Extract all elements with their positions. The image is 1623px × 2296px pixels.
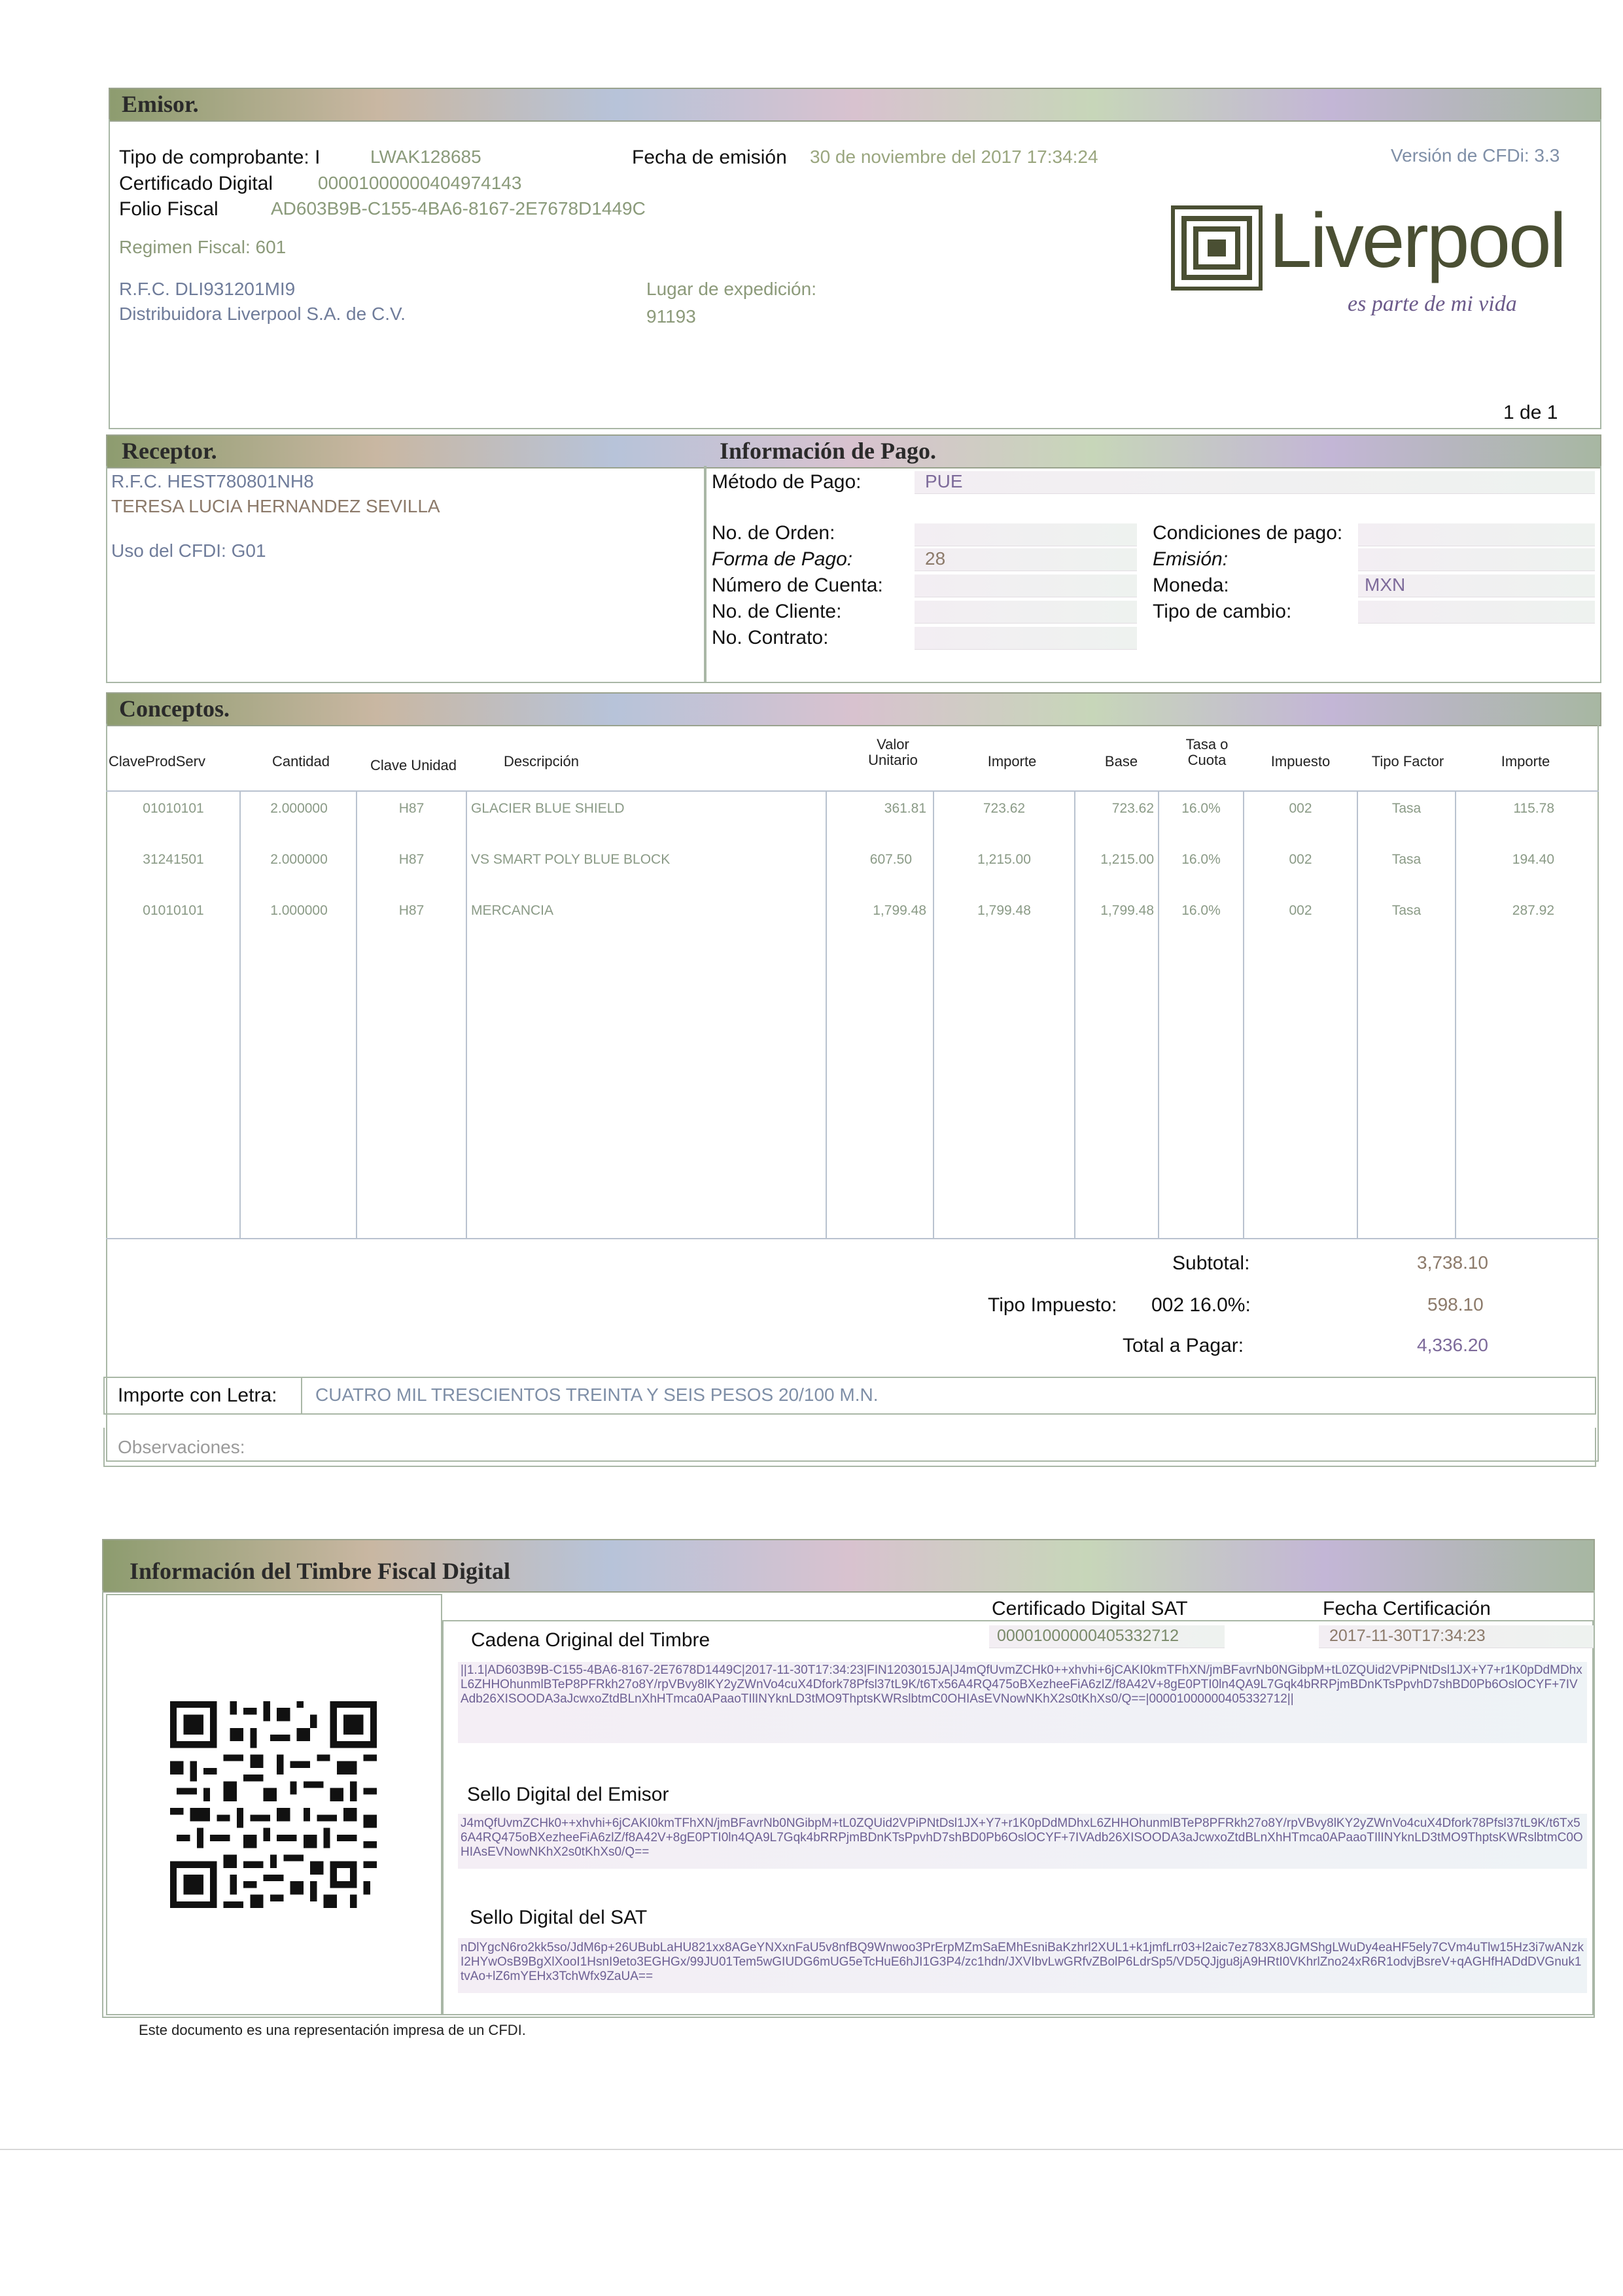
cell-claveprodserv: 31241501 — [143, 852, 204, 867]
metodo-pago-value: PUE — [925, 471, 963, 491]
metodo-pago-field — [915, 471, 1595, 494]
certificado-label: Certificado Digital — [119, 173, 273, 194]
total-value: 4,336.20 — [1417, 1335, 1488, 1355]
col-header-importe-impuesto: Importe — [1501, 753, 1550, 769]
col-header-cantidad: Cantidad — [271, 753, 330, 769]
cell-base: 1,215.00 — [1100, 852, 1154, 867]
col-header-importe: Importe — [987, 753, 1037, 769]
cuenta-label: Número de Cuenta: — [712, 574, 883, 596]
subtotal-label: Subtotal: — [1172, 1252, 1250, 1274]
cell-importe-impuesto: 115.78 — [1513, 801, 1554, 816]
condiciones-field — [1358, 523, 1595, 546]
sello-emisor-value: J4mQfUvmZCHk0++xhvhi+6jCAKI0kmTFhXN/jmBFavrNb0NGibpM+tL0ZQUid2VPiPNtDsl1JX+Y7+r1K0pDdMDhxL6ZHHOhunmlBTeP8PFRkh27o8Y/rpVBvy8lKY2yZWnVo4cuX4Dfork78Pfsl37tL9K/t6Tx56A4RQ475oBXezheeFiA6zlZ/f8A42V+8gE0PTI0ln4QA9L7Gqk4bRRPjmBDnKTsPpvhD7shBD0Pb6OslOCYF+7IVAdb26XISOODA3aJcwxoZtdBLnXhHTmca0APaaoTIlINYknLD3tMO9ThptsKWRslbtmC0OHIAsEVNowNKhX2s0tKhXs0/Q== — [461, 1816, 1583, 1859]
observaciones-box — [103, 1428, 1596, 1467]
cell-base: 723.62 — [1111, 801, 1154, 816]
cell-importe-impuesto: 287.92 — [1512, 903, 1554, 918]
liverpool-logo — [1171, 198, 1590, 326]
moneda-label: Moneda: — [1153, 574, 1229, 596]
observaciones-label: Observaciones: — [118, 1437, 245, 1457]
version-cfdi: Versión de CFDi: 3.3 — [1391, 145, 1560, 166]
footer-note: Este documento es una representación impresa de un CFDI. — [139, 2022, 526, 2038]
cell-descripcion: GLACIER BLUE SHIELD — [471, 801, 625, 816]
tipo-cambio-label: Tipo de cambio: — [1153, 601, 1292, 622]
certificado-value: 00001000000404974143 — [318, 173, 522, 193]
lugar-expedicion-label: Lugar de expedición: — [646, 279, 816, 299]
cell-tasa: 16.0% — [1181, 801, 1221, 816]
cell-tasa: 16.0% — [1181, 852, 1221, 867]
emisor-rfc: R.F.C. DLI931201MI9 — [119, 279, 296, 299]
cell-impuesto: 002 — [1289, 903, 1312, 918]
cell-tasa: 16.0% — [1181, 903, 1221, 918]
page-indicator: 1 de 1 — [1503, 402, 1558, 423]
emisor-razon-social: Distribuidora Liverpool S.A. de C.V. — [119, 304, 406, 324]
cell-valor-unitario: 361.81 — [884, 801, 926, 816]
cell-importe: 1,799.48 — [977, 903, 1031, 918]
forma-pago-value: 28 — [925, 548, 946, 569]
fecha-cert-label: Fecha Certificación — [1323, 1598, 1491, 1619]
liverpool-logo-mark — [1171, 205, 1263, 291]
col-header-clave-unidad: Clave Unidad — [370, 757, 457, 773]
emisor-section-title: Emisor. — [122, 91, 199, 117]
emisor-header-bar — [109, 88, 1601, 122]
emision-field — [1358, 548, 1595, 571]
pago-section-title: Información de Pago. — [720, 438, 936, 464]
contrato-field — [915, 627, 1137, 650]
total-label: Total a Pagar: — [1123, 1335, 1244, 1356]
cell-claveprodserv: 01010101 — [143, 801, 204, 816]
receptor-nombre: TERESA LUCIA HERNANDEZ SEVILLA — [111, 496, 440, 516]
moneda-value: MXN — [1365, 574, 1406, 595]
cell-descripcion: MERCANCIA — [471, 903, 554, 918]
col-header-claveprodserv: ClaveProdServ — [109, 753, 205, 769]
tipo-impuesto-label: Tipo Impuesto: — [988, 1294, 1117, 1316]
cell-descripcion: VS SMART POLY BLUE BLOCK — [471, 852, 671, 867]
metodo-pago-label: Método de Pago: — [712, 471, 862, 493]
sello-emisor-label: Sello Digital del Emisor — [467, 1784, 669, 1805]
scan-edge-line — [0, 2149, 1623, 2150]
emision-label: Emisión: — [1153, 548, 1229, 570]
importe-letra-value: CUATRO MIL TRESCIENTOS TREINTA Y SEIS PESOS 20/100 M.N. — [315, 1385, 879, 1405]
fecha-cert-value: 2017-11-30T17:34:23 — [1329, 1627, 1486, 1645]
cell-importe: 1,215.00 — [977, 852, 1031, 867]
tipo-comprobante-value: LWAK128685 — [370, 147, 481, 167]
cell-tipo-factor: Tasa — [1391, 903, 1422, 918]
liverpool-tagline: es parte de mi vida — [1348, 292, 1517, 316]
cliente-label: No. de Cliente: — [712, 601, 842, 622]
cell-importe-impuesto: 194.40 — [1512, 852, 1554, 867]
cell-tipo-factor: Tasa — [1391, 852, 1422, 867]
sello-sat-label: Sello Digital del SAT — [470, 1907, 648, 1928]
cell-cantidad: 2.000000 — [270, 852, 328, 867]
col-header-descripcion: Descripción — [504, 753, 579, 769]
col-line — [239, 790, 241, 1238]
cell-valor-unitario: 607.50 — [869, 852, 912, 867]
condiciones-label: Condiciones de pago: — [1153, 522, 1343, 544]
impuesto-value: 598.10 — [1427, 1294, 1484, 1315]
orden-field — [915, 523, 1137, 546]
cell-impuesto: 002 — [1289, 852, 1312, 867]
conceptos-header-divider — [106, 790, 1599, 792]
cadena-original-value: ||1.1|AD603B9B-C155-4BA6-8167-2E7678D1449C|2017-11-30T17:34:23|FIN1203015JA|J4mQfUvmZCHk0++xhvhi+6jCAKI0kmTFhXN/jmBFavrNb0NGibpM+tL0ZQUid2VPiPNtDsl1JX+Y7+r1K0pDdMDhxL6ZHHOhunmlBTeP8PFRkh27o8Y/rpVBvy8lKY2yZWnVo4cuX4Dfork78Pfsl37tL9K/t6Tx56A4RQ475oBXezheeFiA6zlZ/f8A42V+8gE0PTI0ln4QA9L7Gqk4bRRPjmBDnKTsPpvhD7shBD0Pb6OslOCYF+7IVAdb26XISOODA3aJcwxoZtdBLnXhHTmca0APaaoTIlINYknLD3tMO9ThptsKWRslbtmC0OHIAsEVNowNKhX2s0tKhXs0/Q==|00001000000405332712|| — [461, 1663, 1582, 1706]
cadena-original-label: Cadena Original del Timbre — [471, 1629, 710, 1651]
importe-letra-label: Importe con Letra: — [118, 1385, 277, 1406]
tipo-comprobante-label: Tipo de comprobante: I — [119, 147, 321, 168]
folio-label: Folio Fiscal — [119, 198, 218, 220]
col-header-base: Base — [1104, 753, 1138, 769]
lugar-expedicion-value: 91193 — [646, 306, 696, 327]
timbre-section-title: Información del Timbre Fiscal Digital — [130, 1558, 510, 1584]
cell-base: 1,799.48 — [1100, 903, 1154, 918]
cell-impuesto: 002 — [1289, 801, 1312, 816]
cert-sat-label: Certificado Digital SAT — [992, 1598, 1188, 1619]
col-line — [466, 790, 467, 1238]
orden-label: No. de Orden: — [712, 522, 835, 544]
conceptos-header-bar — [106, 692, 1601, 726]
cell-importe: 723.62 — [983, 801, 1026, 816]
tipo-cambio-field — [1358, 601, 1595, 624]
conceptos-body-bottom — [106, 1238, 1599, 1239]
subtotal-value: 3,738.10 — [1417, 1252, 1488, 1273]
col-header-impuesto: Impuesto — [1270, 753, 1331, 769]
cell-clave-unidad: H87 — [398, 903, 425, 918]
cell-valor-unitario: 1,799.48 — [873, 903, 926, 918]
folio-value: AD603B9B-C155-4BA6-8167-2E7678D1449C — [271, 198, 646, 219]
forma-pago-label: Forma de Pago: — [712, 548, 853, 570]
regimen-fiscal: Regimen Fiscal: 601 — [119, 237, 287, 257]
cell-clave-unidad: H87 — [398, 801, 425, 816]
sello-sat-value: nDlYgcN6ro2kk5so/JdM6p+26UBubLaHU821xx8AGeYNXxnFaU5v8nfBQ9Wnwoo3PrErpMZmSaEMhEsniBaKzhrl2XUL1+k1jmfLrr03+l2aic7ez783X8JGMShgLWuDy4eaHF5ely7CVm4uTlw15Hz3i7wANzkI2HYwOsB9BgXlXooI1HsnI9eto3EGHGx/99JU01Tem5wGIUDG6mUG5eTcHuE6hJI1G3P4/zc1hdn/JXVIbvLwGRfvZBolP6LdrSp5/VD5QJjgu8jA9HRtI0VKhrlZno24xR6R1odvjBsreV+qAGHfHADdDVGnuk1tvAo+lZ6mYEHx3TchWfx9ZaUA== — [461, 1941, 1584, 1983]
col-header-tasa-cuota: Tasa o Cuota — [1185, 736, 1229, 768]
cell-claveprodserv: 01010101 — [143, 903, 204, 918]
cert-sat-value: 00001000000405332712 — [997, 1627, 1179, 1645]
fecha-emision-label: Fecha de emisión — [632, 147, 787, 168]
forma-pago-field — [915, 548, 1137, 571]
contrato-label: No. Contrato: — [712, 627, 829, 648]
fecha-emision-value: 30 de noviembre del 2017 17:34:24 — [810, 147, 1098, 167]
conceptos-section-title: Conceptos. — [119, 696, 230, 722]
conceptos-box — [106, 724, 1599, 1462]
cell-tipo-factor: Tasa — [1391, 801, 1422, 816]
importe-letra-divider — [301, 1378, 302, 1413]
receptor-rfc: R.F.C. HEST780801NH8 — [111, 471, 314, 491]
tipo-impuesto-tasa: 002 16.0%: — [1151, 1294, 1251, 1316]
receptor-section-title: Receptor. — [122, 438, 217, 464]
uso-cfdi: Uso del CFDI: G01 — [111, 540, 266, 561]
cliente-field — [915, 601, 1137, 624]
cell-cantidad: 1.000000 — [270, 903, 328, 918]
col-header-tipo-factor: Tipo Factor — [1371, 753, 1444, 769]
col-header-valor-unitario: Valor Unitario — [868, 736, 918, 768]
qr-code — [170, 1701, 377, 1908]
cuenta-field — [915, 574, 1137, 597]
liverpool-logo-text: Liverpool — [1269, 198, 1565, 284]
cell-clave-unidad: H87 — [398, 852, 425, 867]
cell-cantidad: 2.000000 — [270, 801, 328, 816]
